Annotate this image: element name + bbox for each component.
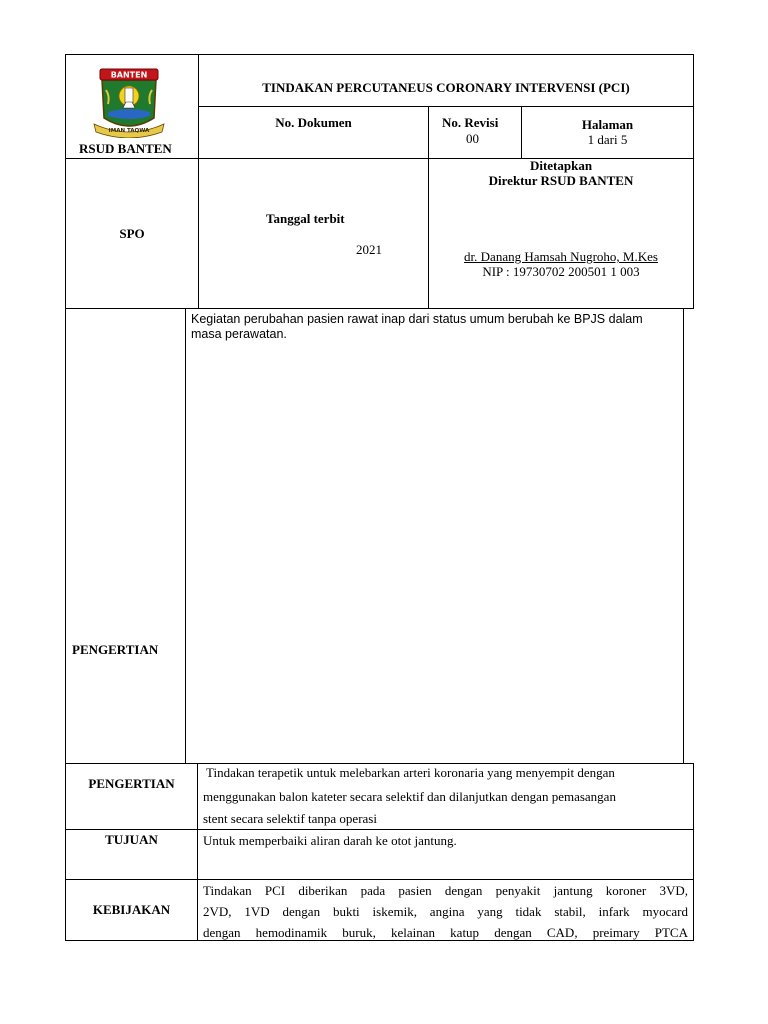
halaman-value: 1 dari 5 — [587, 132, 628, 147]
pengertian-1-content-cell — [185, 308, 684, 764]
pengertian-1-label-cell — [65, 308, 186, 764]
tanggal-cell — [198, 158, 429, 309]
pengertian-2-label-cell — [65, 763, 198, 830]
spo-label: SPO — [119, 226, 145, 241]
pengertian-2-line-3: stent secara selektif tanpa operasi — [203, 811, 377, 826]
pengertian-1-line-1: Kegiatan perubahan pasien rawat inap dari status umum berubah ke BPJS dalam — [191, 312, 643, 326]
tanggal-terbit-value: 2021 — [356, 242, 382, 257]
direktur-label: Direktur RSUD BANTEN — [488, 173, 634, 188]
pengertian-2-label: PENGERTIAN — [88, 776, 175, 791]
kebijakan-line-3: dengan hemodinamik buruk, kelainan katup dengan CAD, preimary PTCA — [203, 925, 688, 940]
halaman-label: Halaman — [581, 117, 634, 132]
signer-nip: NIP : 19730702 200501 1 003 — [482, 264, 640, 279]
pengertian-2-line-2: menggunakan balon kateter secara selektif dan dilanjutkan dengan pemasangan — [203, 789, 616, 804]
tujuan-label: TUJUAN — [105, 832, 158, 847]
tanggal-terbit-label: Tanggal terbit — [266, 211, 345, 226]
document-title: TINDAKAN PERCUTANEUS CORONARY INTERVENSI (PCI) — [262, 80, 630, 95]
no-revisi-label: No. Revisi — [442, 115, 499, 130]
kebijakan-line-2: 2VD, 1VD dengan bukti iskemik, angina yang tidak stabil, infark myocard — [203, 904, 688, 919]
pengertian-2-line-1: Tindakan terapetik untuk melebarkan arteri koronaria yang menyempit dengan — [203, 765, 615, 780]
no-revisi-value: 00 — [466, 131, 479, 146]
hospital-name: RSUD BANTEN — [79, 141, 172, 156]
signer-name: dr. Danang Hamsah Nugroho, M.Kes — [464, 249, 658, 264]
ditetapkan-label: Ditetapkan — [529, 158, 593, 173]
tujuan-text: Untuk memperbaiki aliran darah ke otot jantung. — [203, 833, 457, 848]
no-dokumen-label: No. Dokumen — [275, 115, 352, 130]
pengertian-1-label: PENGERTIAN — [72, 642, 159, 657]
pengertian-1-line-2: masa perawatan. — [191, 327, 287, 341]
logo-banner-top-text: BANTEN — [110, 70, 148, 80]
kebijakan-line-1: Tindakan PCI diberikan pada pasien dengan penyakit jantung koroner 3VD, — [203, 883, 688, 898]
kebijakan-label: KEBIJAKAN — [92, 902, 171, 917]
logo-banner-bottom-text: IMAN TAQWA — [108, 128, 150, 134]
no-dokumen-cell — [198, 106, 429, 159]
kebijakan-text-block — [203, 879, 688, 940]
banten-logo-icon — [92, 66, 166, 138]
